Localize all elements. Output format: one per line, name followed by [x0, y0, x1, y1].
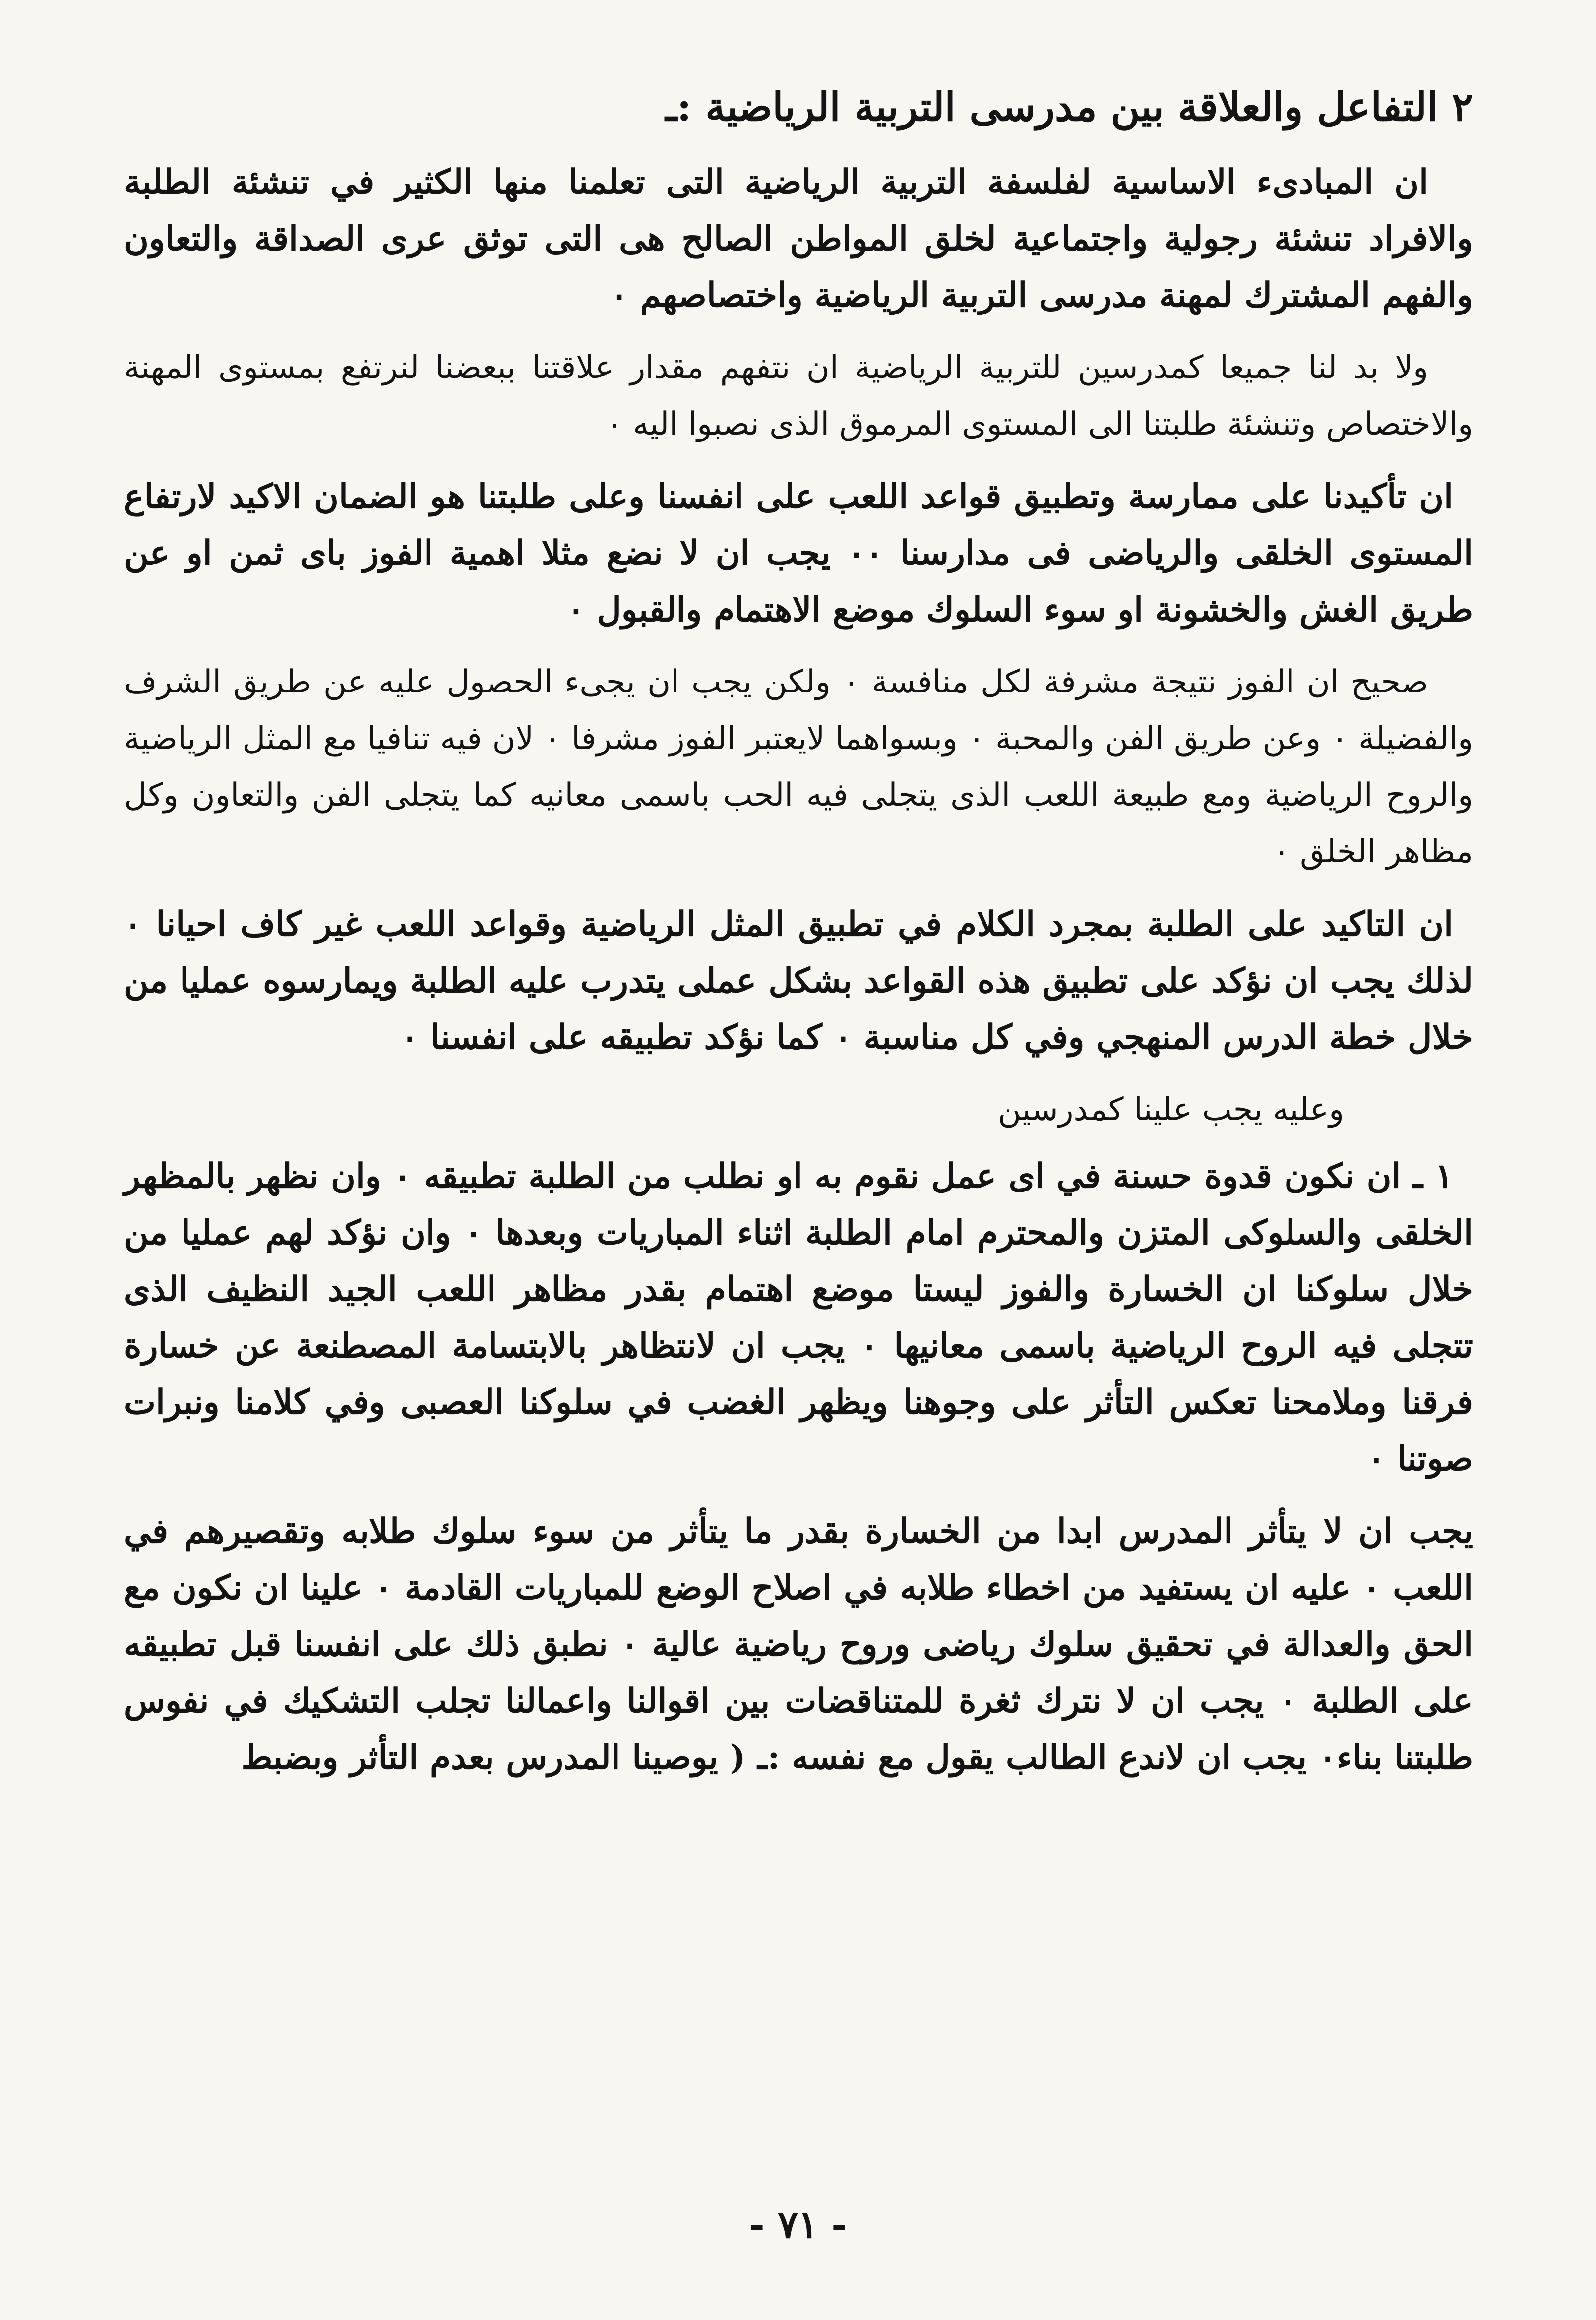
paragraph-teacher-conduct: يجب ان لا يتأثر المدرس ابدا من الخسارة بقدر ما يتأثر من سوء سلوك طلابه وتقصيرهم في اللعب ٠ عليه ان يستفيد من اخطاء طلابه في اصلاح الوضع للمباريات القادمة ٠ علينا ان نكون مع الحق والعدالة في تحقيق سلوك رياضى وروح رياضية عالية ٠ نطبق ذلك على انفسنا قبل تطبيقه على الطلبة ٠ يجب ان لا نترك ثغرة للمتناقضات بين اقوالنا واعمالنا تجلب التشكيك في نفوس طلبتنا بناء٠ يجب ان لاندع الطالب يقول مع نفسه :ـ ( يوصينا المدرس بعدم التأثر وبضبط [124, 1511, 1473, 1777]
paragraph-winning: صحيح ان الفوز نتيجة مشرفة لكل منافسة ٠ ولكن يجب ان يجىء الحصول عليه عن طريق الشرف والفضيلة ٠ وعن طريق الفن والمحبة ٠ وبسواهما لايعتبر الفوز مشرفا ٠ لان فيه تنافيا مع المثل الرياضية والروح الرياضية ومع طبيعة اللعب الذى يتجلى فيه الحب باسمى معانيه كما يتجلى الفن والتعاون وكل مظاهر الخلق ٠ [124, 664, 1473, 870]
paragraph-rules-of-play: ان تأكيدنا على ممارسة وتطبيق قواعد اللعب على انفسنا وعلى طلبتنا هو الضمان الاكيد لارتفاع المستوى الخلقى والرياضى فى مدارسنا ٠٠ يجب ان لا نضع مثلا اهمية الفوز باى ثمن او عن طريق الغش والخشونة او سوء السلوك موضع الاهتمام والقبول ٠ [124, 477, 1473, 629]
list-item-1: ١ ـ ان نكون قدوة حسنة في اى عمل نقوم به او نطلب من الطلبة تطبيقه ٠ وان نظهر بالمظهر الخلقى والسلوكى المتزن والمحترم امام الطلبة اثناء المباريات وبعدها ٠ وان نؤكد لهم عمليا من خلال سلوكنا ان الخسارة والفوز ليستا موضع اهتمام بقدر مظاهر اللعب الجيد النظيف الذى تتجلى فيه الروح الرياضية باسمى معانيها ٠ يجب ان لانتظاهر بالابتسامة المصطنعة عن خسارة فرقنا وملامحنا تعكس التأثر على وجوهنا ويظهر الغضب في سلوكنا العصبى وفي كلامنا ونبرات صوتنا ٠ [124, 1156, 1473, 1479]
paragraph-practical-application: ان التاكيد على الطلبة بمجرد الكلام في تطبيق المثل الرياضية وقواعد اللعب غير كاف احيانا ٠ لذلك يجب ان نؤكد على تطبيق هذه القواعد بشكل عملى يتدرب عليه الطلبة ويمارسوه عمليا من خلال خطة الدرس المنهجي وفي كل مناسبة ٠ كما نؤكد تطبيقه على انفسنا ٠ [124, 904, 1473, 1057]
page-number: - ٧١ - [749, 2202, 847, 2247]
document-page [124, 74, 1473, 2267]
list-intro: وعليه يجب علينا كمدرسين [997, 1091, 1344, 1128]
paragraph-relationship: ولا بد لنا جميعا كمدرسين للتربية الرياضية ان نتفهم مقدار علاقتنا ببعضنا لنرتفع بمستوى المهنة والاختصاص وتنشئة طلبتنا الى المستوى المرموق الذى نصبوا اليه ٠ [124, 349, 1473, 442]
paragraph-principles: ان المبادىء الاساسية لفلسفة التربية الرياضية التى تعلمنا منها الكثير في تنشئة الطلبة والافراد تنشئة رجولية واجتماعية لخلق المواطن الصالح هى التى توثق عرى الصداقة والتعاون والفهم المشترك لمهنة مدرسى التربية الرياضية واختصاصهم ٠ [124, 162, 1473, 315]
section-heading: ٢ التفاعل والعلاقة بين مدرسى التربية الرياضية :ـ [665, 83, 1473, 130]
